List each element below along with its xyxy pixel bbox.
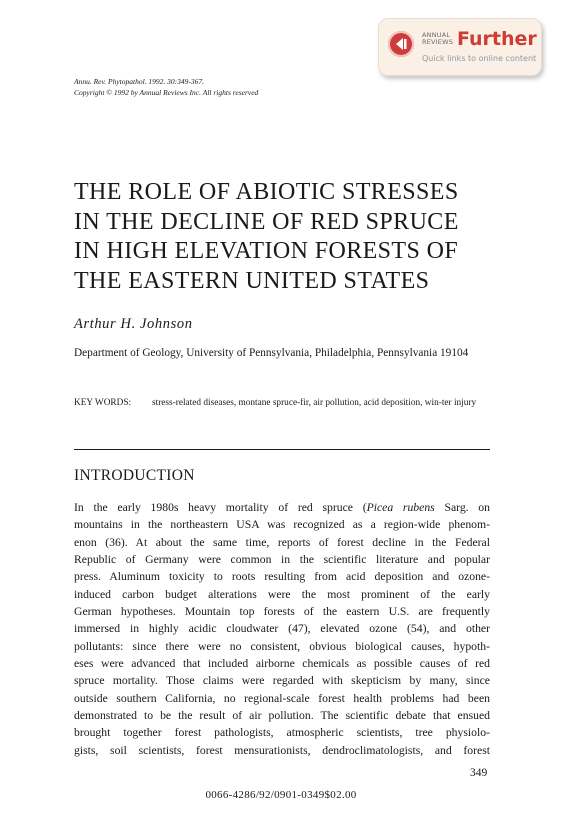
body-line: pollutants: since there were no consistent, obvious biological causes, hypoth-	[74, 639, 490, 653]
further-play-icon[interactable]	[388, 31, 414, 57]
author-name: Arthur H. Johnson	[74, 316, 193, 332]
body-line: Republic of Germany were common in the scientific literature and popular	[74, 552, 490, 566]
price-code: 0066-4286/92/0901-0349$02.00	[205, 789, 357, 801]
annual-reviews-further-badge[interactable]	[378, 18, 542, 76]
citation-line: Annu. Rev. Phytopathol. 1992. 30:349-367.	[74, 77, 205, 86]
body-line: eses were advanced that included airborne chemicals as possible causes of red	[74, 656, 490, 670]
body-line: demonstrated to be the result of air pollution. The scientific debate that ensued	[74, 708, 490, 722]
title-line: THE ROLE OF ABIOTIC STRESSES	[74, 179, 459, 205]
body-line: German hypotheses. Mountain top forests of the eastern U.S. are frequently	[74, 604, 490, 618]
species-name: Picea rubens	[366, 501, 435, 514]
author-affiliation: Department of Geology, University of Pennsylvania, Philadelphia, Pennsylvania 19104	[74, 347, 469, 359]
body-line: immersed in highly acidic cloudwater (47), elevated ozone (54), and other	[74, 622, 490, 636]
body-line: spruce mortality. Those claims were regarded with skepticism by many, since	[74, 674, 490, 688]
badge-subtitle: Quick links to online content	[422, 54, 537, 63]
body-line: In the early 1980s heavy mortality of red spruce (Picea rubens Sarg. on	[74, 501, 490, 514]
body-line: press. Aluminum toxicity to roots resulting from acid deposition and ozone-	[74, 570, 490, 584]
body-line: induced carbon budget alterations were the most prominent of the early	[74, 587, 490, 601]
copyright-line: Copyright © 1992 by Annual Reviews Inc. All rights reserved	[74, 88, 259, 97]
section-divider	[74, 449, 490, 450]
title-line: IN HIGH ELEVATION FORESTS OF	[74, 238, 459, 264]
body-line: gists, soil scientists, forest mensurationists, dendroclimatologists, and forest	[74, 743, 490, 757]
title-line: THE EASTERN UNITED STATES	[74, 267, 430, 294]
keywords-text: stress-related diseases, montane spruce-fir, air pollution, acid deposition, win-ter injury	[152, 398, 477, 408]
badge-annual-reviews-label: ANNUAL REVIEWS	[422, 31, 454, 46]
badge-further-label[interactable]: Further	[457, 28, 537, 50]
body-line: mountains in the northeastern USA was recognized as a region-wide phenom-	[74, 518, 490, 532]
body-line: enon (36). At about the same time, reports of forest decline in the Federal	[74, 535, 490, 549]
introduction-heading: INTRODUCTION	[74, 467, 195, 484]
keywords-label: KEY WORDS:	[74, 398, 132, 408]
page-number: 349	[470, 767, 488, 779]
article-title	[74, 178, 514, 296]
title-line: IN THE DECLINE OF RED SPRUCE	[74, 208, 459, 235]
journal-citation	[74, 76, 258, 98]
body-line: outside southern California, no regional-scale forest health problems had been	[74, 691, 490, 705]
introduction-body	[74, 499, 490, 759]
body-line: brought together forest pathologists, atmospheric scientists, tree physiolo-	[74, 726, 490, 740]
